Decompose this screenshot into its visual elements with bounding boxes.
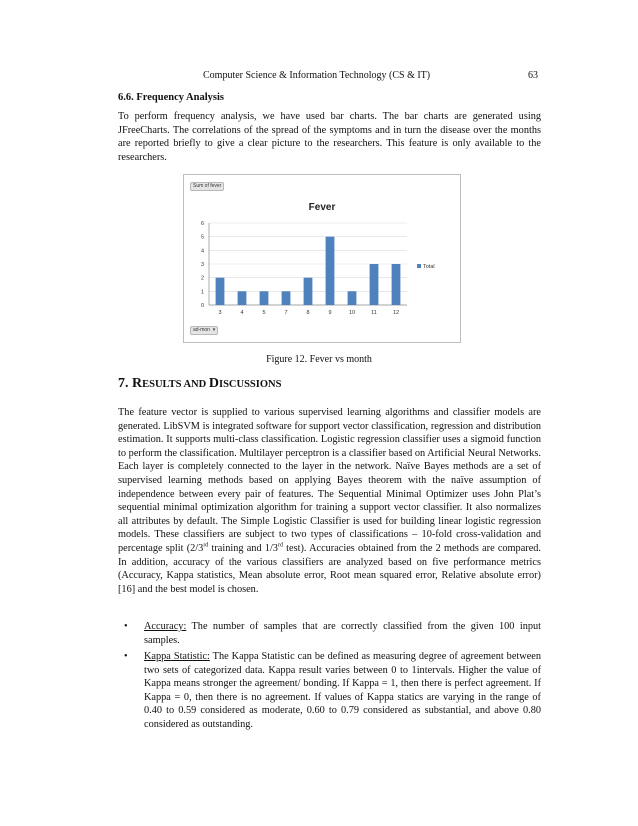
dropdown-arrow-icon: ▾ [211, 327, 216, 333]
x-tick-label: 4 [240, 310, 244, 316]
legend-label: Total [423, 264, 435, 270]
bullet-term: Kappa Statistic: [144, 651, 210, 662]
heading-smallcaps-results: ESULTS AND [142, 379, 209, 390]
y-tick-label: 2 [200, 275, 204, 282]
heading-cap-d: D [208, 376, 219, 391]
section-heading-frequency-analysis: 6.6. Frequency Analysis [118, 92, 224, 103]
axis-field-label: ad-mon [193, 327, 210, 333]
journal-title: Computer Science & Information Technology (CS & IT) [203, 70, 431, 81]
bar [370, 264, 379, 305]
bar [282, 291, 291, 305]
x-tick-label: 5 [262, 310, 266, 316]
results-text-1: The feature vector is supplied to various supervised learning algorithms and classifier models are generated. LibSVM is integrated software for support vector classification, regression and distribution estimation. It supports multi-class classification. Logistic regression classifier uses a sigmoid function to perform the classification. Multilayer perceptron is a classifier based on Artificial Neural Networks. Each layer is completely connected to the layer in the network. Naïve Bayes methods are a set of supervised learning methods based on applying Bayes theorem with the naïve assumption of independence between every pair of features. The Sequential Minimal Optimizer uses John Plat’s sequential minimal optimization algorithm for training a support vector classifier. It also normalizes all attributes by default. The Simple Logistic Classifier is used for building linear logistic regression models. These classifiers are subject to two types of classifications – 10-fold cross-validation and percentage split (2/3 [118, 407, 541, 554]
section-heading-results-discussions [118, 376, 281, 392]
bullet-description: The number of samples that are correctly classified from the given 100 input samples. [144, 621, 541, 646]
section-number: 7. [118, 376, 129, 391]
superscript-rd-1: rd [203, 542, 209, 549]
chart-title: Fever [308, 202, 336, 213]
x-tick-label: 3 [218, 310, 222, 316]
bullet-kappa-text [144, 650, 541, 732]
y-tick-label: 3 [200, 262, 204, 268]
bar [326, 237, 335, 305]
chart-plot [184, 175, 460, 342]
y-tick-label: 1 [200, 289, 204, 296]
results-paragraph [118, 406, 541, 596]
x-tick-label: 7 [284, 310, 288, 316]
x-tick-label: 10 [348, 310, 356, 316]
y-tick-label: 6 [200, 221, 204, 227]
pivot-field-button-axis[interactable] [190, 326, 218, 335]
bullet-term: Accuracy: [144, 621, 187, 632]
x-tick-label: 8 [306, 310, 310, 316]
bar [348, 291, 357, 305]
x-tick-label: 9 [328, 310, 332, 316]
y-tick-label: 4 [200, 248, 204, 255]
figure-caption: Figure 12. Fever vs month [266, 354, 372, 365]
bullet-symbol: • [124, 651, 128, 662]
heading-smallcaps-discussions: ISCUSSIONS [218, 379, 282, 390]
bullet-description: The Kappa Statistic can be defined as measuring degree of agreement between two sets of categorized data. Kappa result varies between 0 to 1intervals. Higher the value of Kappa means stronger the agreement/ bonding. If Kappa = 1, then there is perfect agreement. If Kappa = 0, then there is no agreement. If values of Kappa statics are varying in the range of 0.40 to 0.59 considered as moderate, 0.60 to 0.79 considered as substantial, and above 0.80 considered as outstanding. [144, 651, 541, 730]
bar [260, 291, 269, 305]
results-text-2: training and 1/3 [208, 542, 278, 554]
page-number: 63 [528, 70, 538, 81]
bar [238, 291, 247, 305]
bar [304, 278, 313, 305]
heading-cap-r: R [132, 376, 143, 391]
legend-swatch [417, 264, 421, 268]
bar [216, 278, 225, 305]
frequency-analysis-paragraph: To perform frequency analysis, we have used bar charts. The bar charts are generated using JFreeCharts. The correlations of the spread of the symptoms and in turn the disease over the months are reported briefly to give a clear picture to the researchers. This feature is only available to the researchers. [118, 111, 541, 163]
y-tick-label: 0 [200, 303, 204, 309]
y-tick-label: 5 [200, 234, 204, 241]
bullet-accuracy-text [144, 620, 541, 647]
results-text-3: test). Accuracies obtained from the 2 methods are compared. In addition, accuracy of the various classifiers are analyzed based on five performance metrics (Accuracy, Kappa statistics, Mean absolute error, Root mean squared error, Relative absolute error) [16] and the best model is chosen. [118, 542, 542, 595]
x-tick-label: 12 [392, 310, 400, 316]
bullet-symbol: • [124, 621, 128, 632]
bar [392, 264, 401, 305]
superscript-rd-2: rd [277, 542, 283, 549]
x-tick-label: 11 [371, 310, 377, 316]
pivot-field-button-sum-of-fever[interactable]: Sum of fever [190, 182, 224, 191]
fever-chart [183, 174, 461, 343]
